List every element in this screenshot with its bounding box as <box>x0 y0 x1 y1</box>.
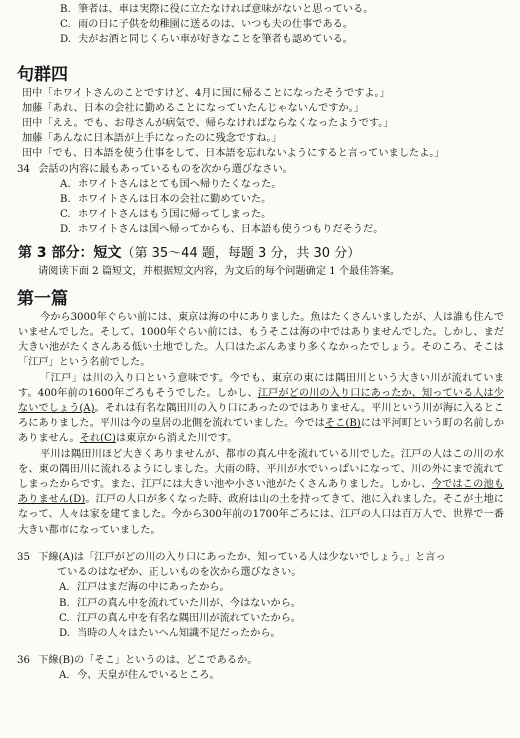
option-text: 江戸の真ん中を流れていた川が、今はないから。 <box>77 597 302 609</box>
passage-paragraph-2 <box>18 371 504 447</box>
q36-option-a <box>59 668 520 683</box>
part3-heading <box>18 243 520 264</box>
q34-option-d <box>60 222 520 237</box>
option-label: C. <box>59 612 70 624</box>
text-run: 。江戸の人口が多くなった時、政府は山の土を持ってきて、池に入れました。そこが土地になって、人々は家を建てました。今から300年前の1700年ごろには、江戸の人口は百万人で、世界で一番大きい都市になっていました。 <box>18 494 504 536</box>
option-label: B. <box>60 4 71 15</box>
option-text: 筆者は、車は実際に役に立たなければ意味がないと思っている。 <box>78 4 374 15</box>
option-text: 夫がお酒と同じくらい車が好きなことを筆者も認めている。 <box>78 34 354 46</box>
question-text: 会話の内容に最もあっているものを次から選びなさい。 <box>38 163 293 175</box>
question-34 <box>17 162 520 177</box>
text-run: には平河町という町の名前しかありません。 <box>18 418 505 445</box>
option-text: 江戸はまだ海の中にあったから。 <box>77 582 230 594</box>
q33-option-b <box>60 2 520 17</box>
option-label: A. <box>60 178 71 190</box>
option-label: C. <box>60 209 71 221</box>
dialogue-line: 加藤「あれ、日本の会社に勤めることになっていたんじゃないんですか。」 <box>22 102 364 114</box>
option-text: ホワイトさんは日本の会社に勤めていた。 <box>78 194 272 206</box>
q33-option-d <box>60 32 520 47</box>
option-label: B. <box>59 597 70 609</box>
option-text: 江戸の真ん中を有名な隅田川が流れていたから。 <box>77 612 302 624</box>
q34-option-a <box>60 177 520 192</box>
dialogue-line: 田中「ええ。でも、お母さんが病気で、帰らなければならなくなったようです。」 <box>22 118 394 130</box>
option-label: D. <box>60 34 72 46</box>
q34-option-c <box>60 207 520 222</box>
question-text: 下線(B)の「そこ」というのは、どこであるか。 <box>38 655 258 667</box>
underline-d: 今ではこの池もありません(D) <box>18 479 505 506</box>
option-label: D. <box>60 224 72 236</box>
underline-b: そこ(B) <box>324 418 361 430</box>
dialogue-line: 田中「でも、日本語を使う仕事をして、日本語を忘れないようにすると言っていましたよ。」 <box>22 148 445 160</box>
option-text: 当時の人々はたいへん知識不足だったから。 <box>77 627 281 639</box>
option-label: B. <box>60 194 71 206</box>
question-number: 35 <box>17 551 30 563</box>
passage-paragraph-3 <box>18 447 504 538</box>
underline-a: 江戸がどの川の入り口にあったか、知っている人は少ないでしょう(A) <box>18 387 504 415</box>
option-label: C. <box>60 19 71 31</box>
q35-option-a <box>59 580 520 595</box>
option-label: D. <box>59 627 71 639</box>
question-36 <box>17 653 520 683</box>
passage-paragraph-1: 今から3000年ぐらい前には、東京は海の中にありました。魚はたくさんいましたが、人は誰も住んでいませんでした。そして、1000年ぐらい前には、もうそこは海の中ではありませんでした。しかし、まだ大きい池がたくさんある低い土地でした。人口はたぶんあまり多くなかったでしょう。そのころ、そこは「江戸」という名前でした。 <box>18 311 504 369</box>
question-line <box>17 550 520 565</box>
q35-option-d <box>59 626 520 641</box>
option-text: ホワイトさんはもう国に帰ってしまった。 <box>78 209 272 221</box>
text-run: 。それは有名な隅田川の入り口にあったのではありません。平川という川が海に入るところにありました。平川は今の皇居の北側を流れていました。今では <box>18 403 504 430</box>
option-label: A. <box>59 582 70 594</box>
option-text: ホワイトさんは国へ帰ってからも、日本語も使うつもりだそうだ。 <box>78 224 384 236</box>
underline-c: それ(C) <box>79 433 116 445</box>
q34-option-b <box>60 192 520 207</box>
section-title: 句群四 <box>17 64 68 85</box>
part-title: 第 3 部分：短文 <box>18 244 122 261</box>
option-text: 雨の日に子供を幼稚園に送るのは、いつも夫の仕事である。 <box>78 19 354 31</box>
question-text-cont: ているのはなぜか、正しいものを次から選びなさい。 <box>57 567 302 579</box>
dialogue <box>0 86 520 162</box>
part3-instruction: 请阅读下面 2 篇短文，并根据短文内容，为文后的每个问题确定 1 个最佳答案。 <box>38 265 401 277</box>
passage-title: 第一篇 <box>17 288 68 309</box>
option-text: 今、天皇が住んでいるところ。 <box>77 670 220 682</box>
option-label: A. <box>59 670 70 682</box>
q35-option-c <box>59 611 520 626</box>
question-line <box>17 653 520 668</box>
question-35 <box>17 550 520 641</box>
q33-option-c <box>60 17 520 32</box>
question-text: 下線(A)は「江戸がどの川の入り口にあったか、知っている人は少ないでしょう。」と言っ <box>38 551 446 563</box>
question-number: 36 <box>17 655 30 667</box>
dialogue-line: 田中「ホワイトさんのことですけど、4月に国に帰ることになったそうですよ。」 <box>22 87 390 99</box>
question-number: 34 <box>17 163 30 175</box>
dialogue-line: 加藤「あんなに日本語が上手になったのに残念ですね。」 <box>22 133 282 145</box>
q35-option-b <box>59 596 520 611</box>
text-run: 平川は隅田川ほど大きくありませんが、都市の真ん中を流れている川でした。江戸の人はこの川の水を、東の隅田川に流れるようにしました。大雨の時、平川が水でいっぱいになって、川の外にまで流れてしまったからです。また、江戸には大きい池や小さい池がたくさんありました。しかし、 <box>18 448 504 491</box>
text-run: 「江戸」は川の入り口という意味です。今でも、東京の東には隅田川という大きい川が流れています。400年前の1600年ごろもそうでした。しかし、 <box>18 372 504 399</box>
q33-options <box>0 0 520 48</box>
option-text: ホワイトさんはとても国へ帰りたくなった。 <box>78 178 282 190</box>
part-meta: （第 35～44 题，每题 3 分，共 30 分） <box>121 245 361 261</box>
text-run: は東京から消えた川です。 <box>115 433 238 445</box>
